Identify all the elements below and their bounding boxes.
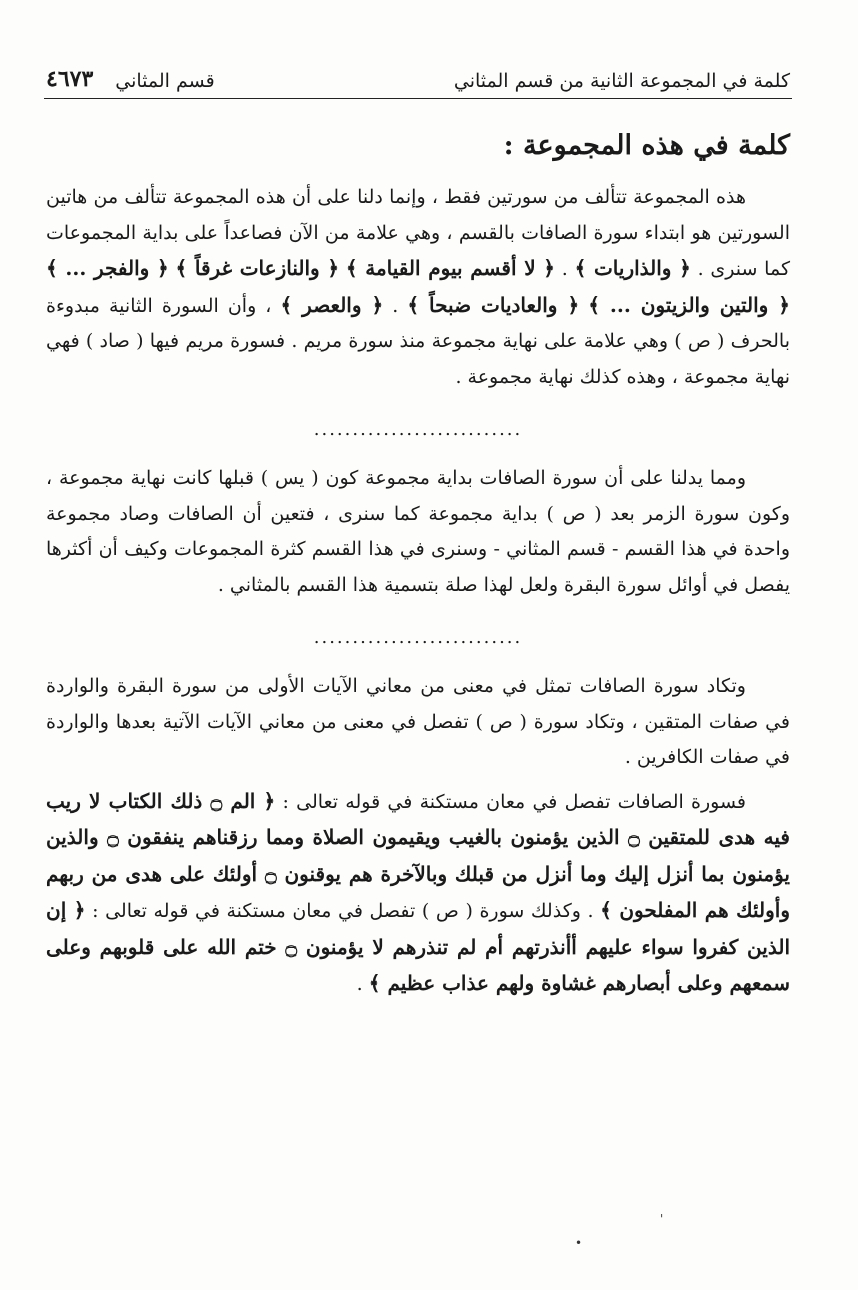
text-run: . <box>383 294 408 317</box>
text-run: ، وأن السورة الثانية مبدوءة بالحرف ( ص ) وهي علامة على نهاية مجموعة منذ سورة مريم . فسورة مريم فيها ( صاد ) فهي نهاية مجموعة ، وهذه كذلك نهاية مجموعة . <box>46 294 790 388</box>
quran-quote: ﴿ والتين والزيتون ... ﴾ <box>588 292 791 317</box>
running-title: كلمة في المجموعة الثانية من قسم المثاني <box>453 70 790 92</box>
text-run: فسورة الصافات تفصل في معان مستكنة في قوله تعالى : <box>275 790 746 813</box>
text-run <box>339 258 346 280</box>
print-speck: ' <box>660 1212 664 1226</box>
quran-quote: ﴿ إن الذين كفروا سواء عليهم أأنذرتهم أم لم تنذرهم لا يؤمنون ۝ ختم الله على قلوبهم وعلى سمعهم وعلى أبصارهم غشاوة ولهم عذاب عظيم ﴾ <box>46 898 791 995</box>
text-run: هذه المجموعة تتألف من سورتين فقط ، وإنما دلنا على أن هذه المجموعة تتألف من هاتين السورتين هو ابتداء سورة الصافات بالقسم ، وهي علامة من الآن فصاعداً على بداية المجموعات كما سنرى . <box>46 186 791 280</box>
page-body <box>46 122 790 1003</box>
section-title: كلمة في هذه المجموعة : <box>503 130 790 161</box>
paragraph-4 <box>46 784 790 1003</box>
dotted-separator: ........................... <box>313 419 523 440</box>
text-run <box>169 258 176 280</box>
dotted-separator: ........................... <box>313 627 523 648</box>
running-header <box>46 56 790 92</box>
text-run: . <box>356 973 369 995</box>
section-name: قسم المثاني <box>115 70 215 92</box>
header-rule <box>44 98 792 99</box>
text-run <box>579 295 588 317</box>
quran-quote: ﴿ الم ۝ ذلك الكتاب لا ريب فيه هدى للمتقين ۝ الذين يؤمنون بالغيب ويقيمون الصلاة ومما رزقناهم ينفقون ۝ والذين يؤمنون بما أنزل إليك وما أنزل من قبلك وبالآخرة هم يوقنون ۝ أولئك على هدى من ربهم وأولئك هم المفلحون ﴾ <box>46 788 790 922</box>
paragraph-1 <box>46 180 790 395</box>
quran-quote: ﴿ والنازعات غرقاً ﴾ <box>175 256 340 280</box>
paragraph-3: وتكاد سورة الصافات تمثل في معنى من معاني الآيات الأولى من سورة البقرة والواردة في صفات المتقين ، وتكاد سورة ( ص ) تفصل في معنى من معاني الآيات الآتية بعدها والواردة في صفات الكافرين . <box>46 675 790 768</box>
text-run: . وكذلك سورة ( ص ) تفصل في معان مستكنة في قوله تعالى : <box>85 900 601 922</box>
quran-quote: ﴿ والذاريات ﴾ <box>574 256 691 280</box>
print-speck: • <box>575 1236 583 1250</box>
text-run: . <box>555 258 575 280</box>
header-meta <box>46 66 215 92</box>
quran-quote: ﴿ لا أقسم بيوم القيامة ﴾ <box>345 256 555 280</box>
paragraph-2: ومما يدلنا على أن سورة الصافات بداية مجموعة كون ( يس ) قبلها كانت نهاية مجموعة ، وكون سورة الزمر بعد ( ص ) بداية مجموعة كما سنرى ، فتعين أن الصافات وصاد مجموعة واحدة في هذا القسم - قسم المثاني - وسنرى في هذا القسم كثرة المجموعات وكيف أن أكثرها يفصل في أوائل سورة البقرة ولعل لهذا صلة بتسمية هذا القسم بالمثاني . <box>46 467 790 596</box>
quran-quote: ﴿ والفجر ... ﴾ <box>46 256 169 280</box>
spacer <box>46 776 790 784</box>
quran-quote: ﴿ والعاديات ضبحاً ﴾ <box>407 292 580 317</box>
quran-quote: ﴿ والعصر ﴾ <box>280 292 384 317</box>
page-number: ٤٦٧٣ <box>46 66 94 92</box>
